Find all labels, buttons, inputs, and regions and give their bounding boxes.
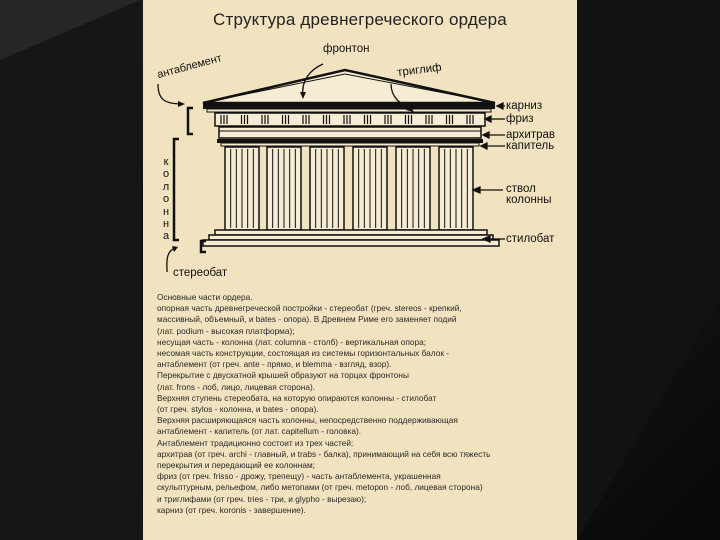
capital-row [217,139,483,146]
text-line: Антаблемент традиционно состоит из трех частей: [157,437,354,448]
column-row [225,147,473,230]
vertical-letter: н [162,205,170,218]
vertical-letter: о [162,193,170,206]
label-shaft-line1: ствол [506,183,536,195]
vertical-letter: к [163,156,169,168]
diagram-title: Структура древнегреческого ордера [213,10,507,29]
column [267,147,301,230]
label-architrave: архитрав [506,129,556,141]
pediment [203,70,495,103]
text-line: (лат. frons - лоб, лицо, лицевая сторона). [157,381,316,392]
text-line: Верхняя ступень стереобата, на которую опираются колонны - стилобат [157,392,437,403]
vertical-letter: о [162,168,170,181]
label-stereobate: стереобат [173,267,228,279]
vertical-letter: л [162,180,170,193]
label-column-vertical [161,156,171,243]
text-line: Верхняя расширяющаяся часть колонны, непосредственно поддерживающая [157,415,458,426]
text-line: (от греч. stylos - колонна, и bates - опора). [157,404,319,415]
text-line: скульптурным, рельефом, либо метопами (от греч. metopon - лоб, лицевая сторона) [157,482,483,493]
text-line: массивный, объемный, и bates - опора). В Древнем Риме его заменяет подий [157,314,457,325]
text-line: несущая часть - колонна (лат. columna - столб) - вертикальная опора; [157,336,427,347]
label-stylobate: стилобат [506,233,555,245]
vertical-letter: а [162,230,170,243]
column [353,147,387,230]
text-line: архитрав (от греч. archi - главный, и trabs - балка), принимающий на себя всю тяжесть [157,448,491,459]
label-frieze: фриз [506,113,534,125]
description-text [157,292,569,516]
text-line: (лат. podium - высокая платформа); [157,325,295,336]
column [225,147,259,230]
architrave [219,127,481,138]
frieze [215,113,485,126]
column-bracket [174,139,179,240]
slide-page [143,0,577,540]
text-line: Перекрытие с двускатной крышей образуют на торцах фронтоны [157,370,409,381]
column [439,147,473,230]
text-line: карниз (от греч. koronis - завершение). [157,504,306,515]
text-line: несомая часть конструкции, состоящая из системы горизонтальных балок - [157,348,450,359]
text-line: опорная часть древнегреческой постройки - стереобат (греч. stereos - крепкий, [157,303,462,314]
text-line: Основные части ордера. [157,292,253,302]
label-shaft-line2: колонны [506,194,552,206]
text-line: антаблемент (от греч. ante - прямо, и blemma - взгляд, взор). [157,359,392,370]
vertical-letter: н [162,218,170,231]
text-line: антаблемент - капитель (от лат. capitellum - головка). [157,426,362,437]
label-pediment: фронтон [323,43,370,55]
column [310,147,344,230]
label-entablature: антаблемент [155,52,224,81]
label-triglyph: триглиф [396,61,443,79]
label-cornice: карниз [506,100,543,112]
column [396,147,430,230]
entablature-bracket [188,108,193,134]
stereobate-steps [203,230,499,246]
text-line: и триглифами (от греч. tries - три, и glypho - вырезаю); [157,493,367,504]
text-line: перекрытия и передающий ее колоннам; [157,460,315,471]
cornice [203,103,495,112]
label-capital: капитель [506,140,555,152]
text-line: фриз (от греч. frisso - дрожу, трепещу) - часть антаблемента, украшенная [157,471,441,482]
